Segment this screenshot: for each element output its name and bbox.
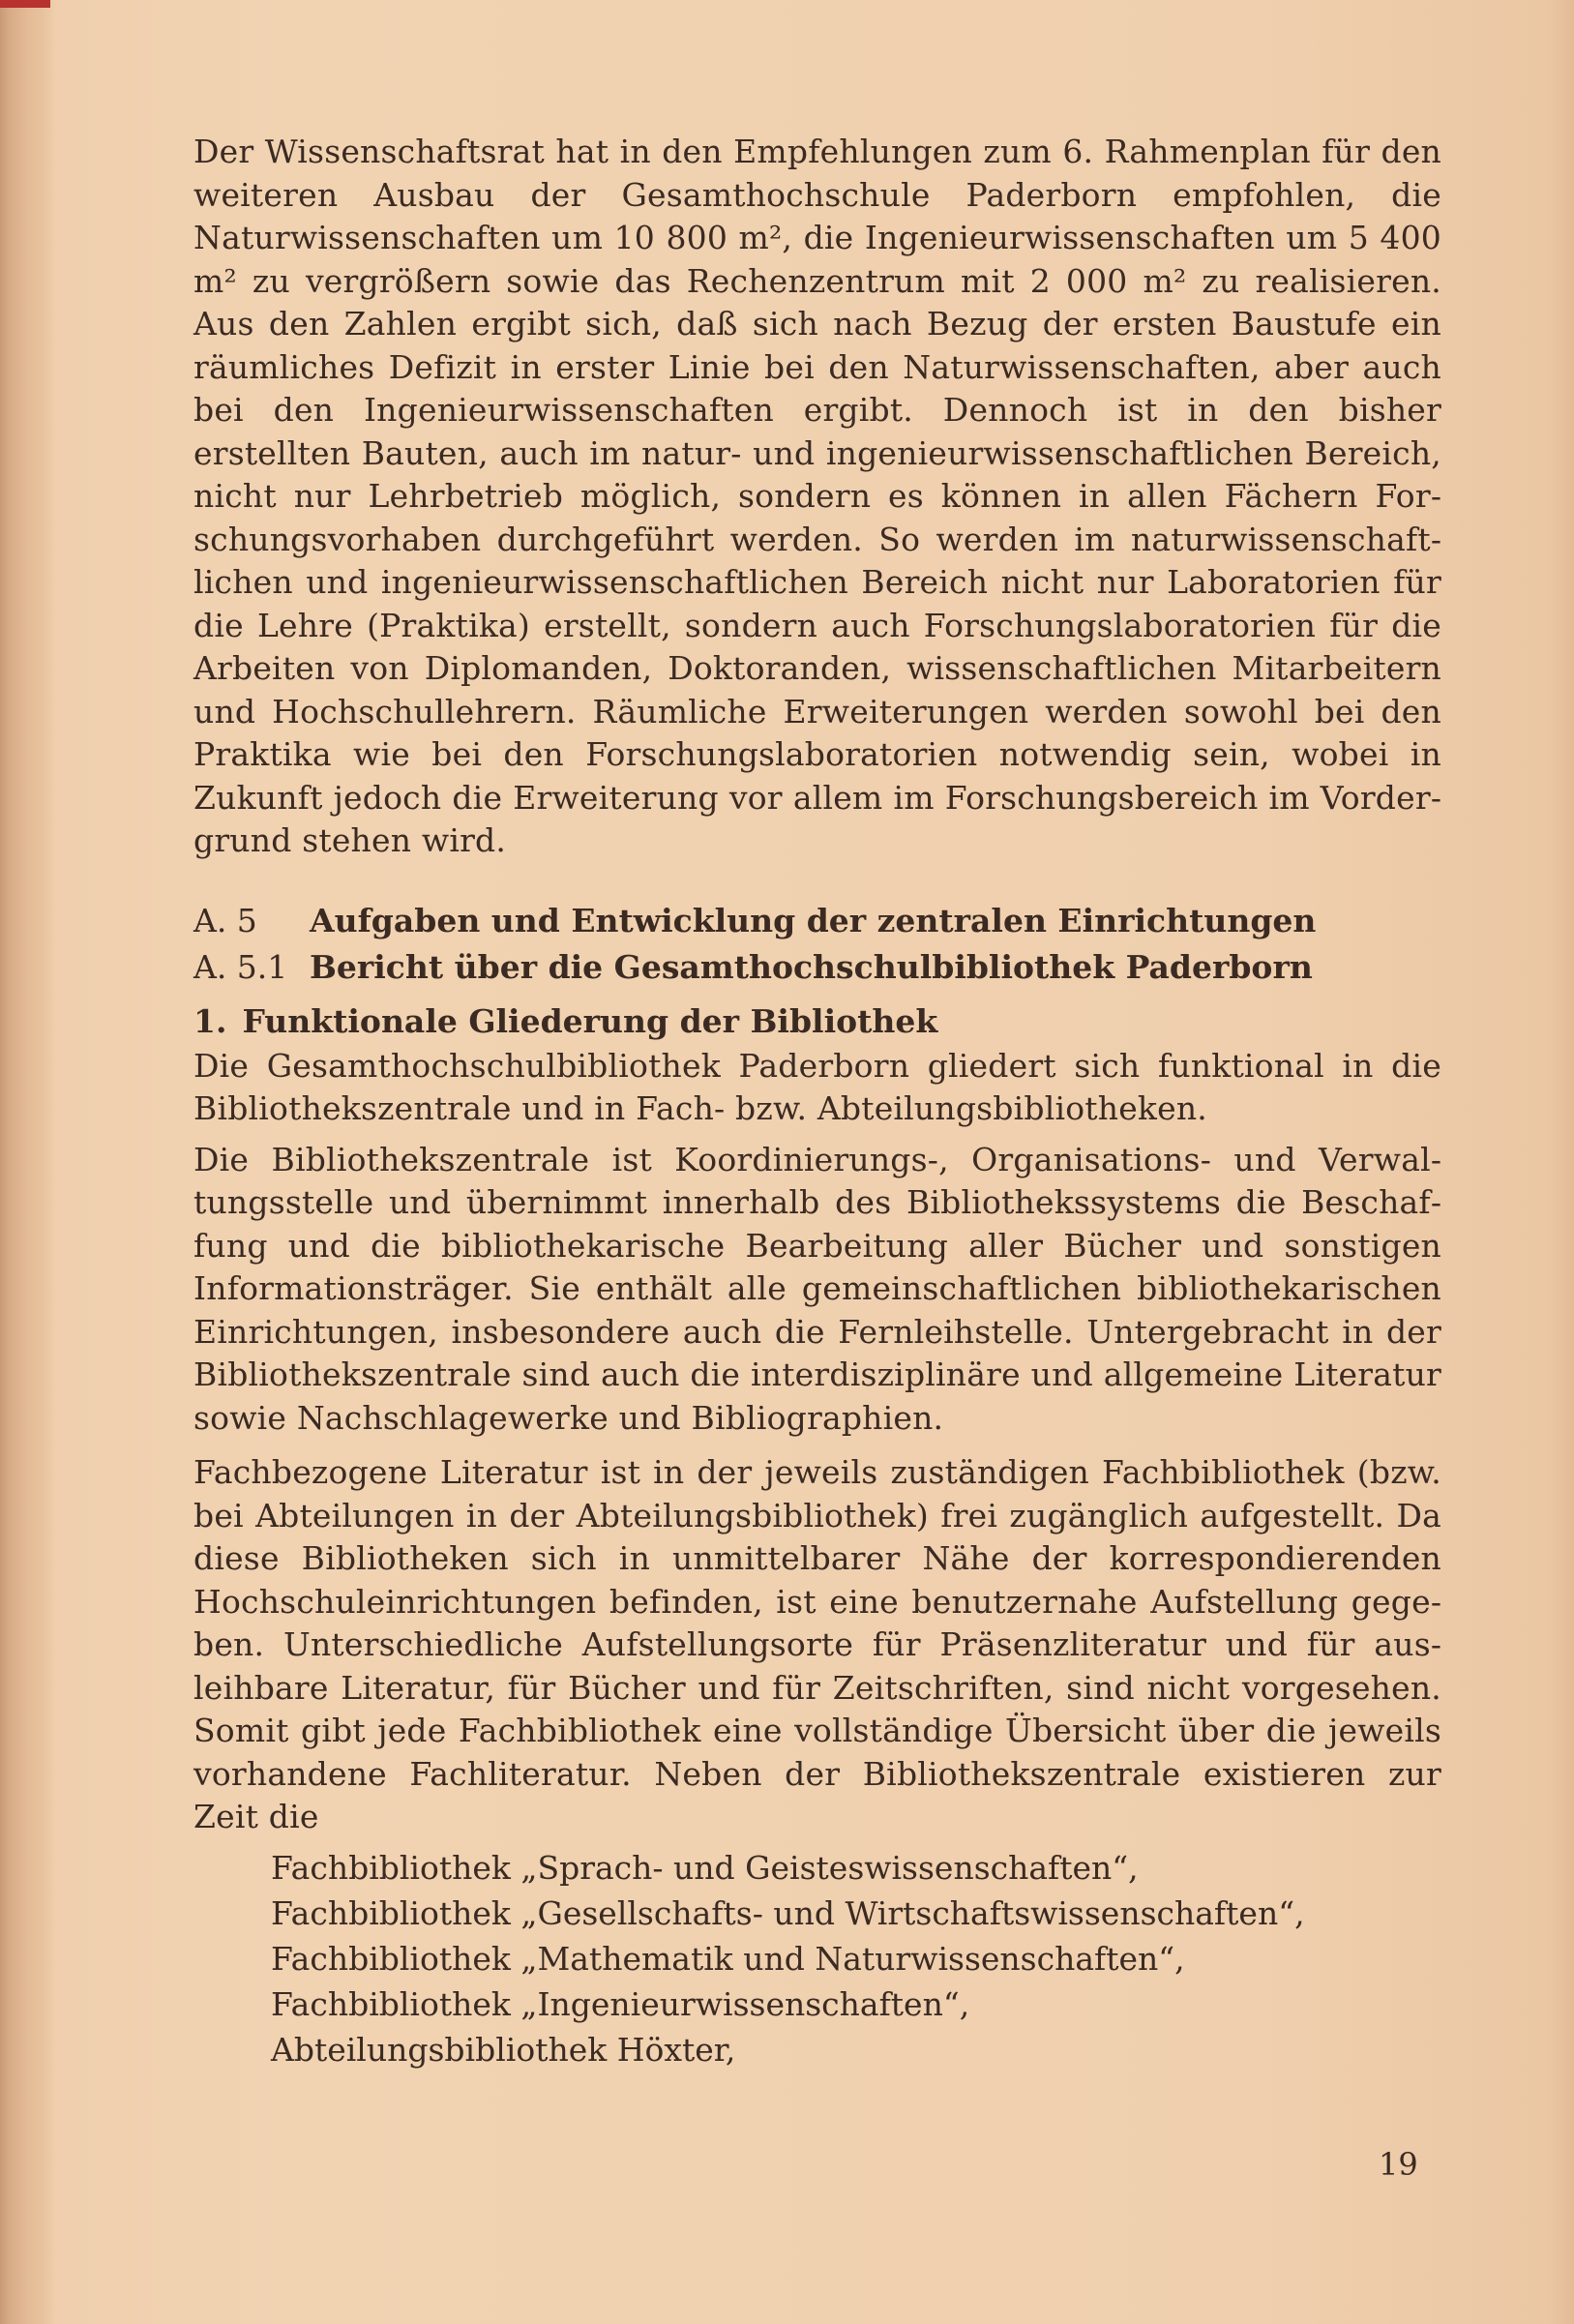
book-spine-shadow — [0, 0, 54, 2324]
heading-a5-title: Aufgaben und Entwicklung der zentralen Einrichtungen — [310, 901, 1317, 939]
heading-a5 — [193, 898, 1441, 944]
paragraph-gliederung: Die Gesamthochschulbibliothek Paderborn gliedert sich funktional in die Bibliothekszentrale und in Fach- bzw. Abteilungsbibliotheken. — [193, 1046, 1441, 1127]
page-number: 19 — [1379, 2146, 1418, 2183]
list-item: Fachbibliothek „Gesellschafts- und Wirtschaftswissenschaften“, — [271, 1893, 1305, 1932]
red-cover-edge — [0, 0, 50, 8]
heading-section-1-number: 1. — [193, 1001, 227, 1040]
paragraph-fachbezogene-literatur: Fachbezogene Literatur ist in der jeweils zuständigen Fachbibliothek (bzw. bei Abteilungen in der Abteilungsbibliothek) frei zugänglich aufgestellt. Da diese Bibliotheken sich in unmittelbarer Nähe der korrespondierenden Hochschuleinrichtungen befinden, ist eine benutzernahe Aufstellung gegeben. Unterschiedliche Aufstellungsorte für Präsenzliteratur und für ausleihbare Literatur, für Bücher und für Zeitschriften, sind nicht vorgesehen. Somit gibt jede Fachbibliothek eine vollständige Übersicht über die jeweils vorhandene Fachliteratur. Neben der Bibliothekszentrale existieren zur Zeit die — [193, 1453, 1441, 1835]
library-list — [193, 1845, 1441, 2072]
list-item: Fachbibliothek „Sprach- und Geisteswissenschaften“, — [271, 1848, 1139, 1887]
heading-a51 — [193, 944, 1441, 991]
heading-a51-number: A. 5.1 — [193, 947, 288, 986]
list-item: Abteilungsbibliothek Höxter, — [271, 2030, 736, 2069]
page-content — [193, 131, 1441, 2072]
list-item: Fachbibliothek „Mathematik und Naturwissenschaften“, — [271, 1939, 1185, 1978]
paragraph-wissenschaftsrat: Der Wissenschaftsrat hat in den Empfehlungen zum 6. Rahmenplan für den weiteren Ausbau der Gesamthochschule Paderborn empfohlen, die Naturwissenschaften um 10 800 m², die Ingenieurwissenschaften um 5 400 m² zu vergrößern sowie das Rechenzentrum mit 2 000 m² zu realisieren. Aus den Zahlen ergibt sich, daß sich nach Bezug der ersten Baustufe ein räumliches Defizit in erster Linie bei den Naturwissenschaften, aber auch bei den Ingenieurwissenschaften ergibt. Dennoch ist in den bisher erstellten Bauten, auch im natur- und ingenieurwissenschaftlichen Bereich, nicht nur Lehrbetrieb möglich, sondern es können in allen Fächern Forschungsvorhaben durchgeführt werden. So werden im naturwissenschaftlichen und ingenieurwissenschaftlichen Bereich nicht nur Laboratorien für die Lehre (Praktika) erstellt, sondern auch Forschungslaboratorien für die Arbeiten von Diplomanden, Doktoranden, wissenschaftlichen Mitarbeitern und Hochschullehrern. Räumliche Erweiterungen werden sowohl bei den Praktika wie bei den Forschungslaboratorien notwendig sein, wobei in Zukunft jedoch die Erweiterung vor allem im Forschungsbereich im Vordergrund stehen wird. — [193, 133, 1441, 859]
heading-section-1 — [193, 998, 1441, 1045]
heading-a5-number: A. 5 — [193, 901, 257, 939]
list-item: Fachbibliothek „Ingenieurwissenschaften“, — [271, 1984, 970, 2023]
heading-a51-title: Bericht über die Gesamthochschulbibliothek Paderborn — [310, 947, 1313, 986]
heading-section-1-title: Funktionale Gliederung der Bibliothek — [242, 1001, 938, 1040]
paragraph-bibliothekszentrale: Die Bibliothekszentrale ist Koordinierungs-, Organisations- und Verwaltungsstelle und übernimmt innerhalb des Bibliothekssystems die Beschaffung und die bibliothekarische Bearbeitung aller Bücher und sonstigen Informationsträger. Sie enthält alle gemeinschaftlichen bibliothekarischen Einrichtungen, insbesondere auch die Fernleihstelle. Untergebracht in der Bibliothekszentrale sind auch die interdisziplinäre und allgemeine Literatur sowie Nachschlagewerke und Bibliographien. — [193, 1140, 1441, 1437]
